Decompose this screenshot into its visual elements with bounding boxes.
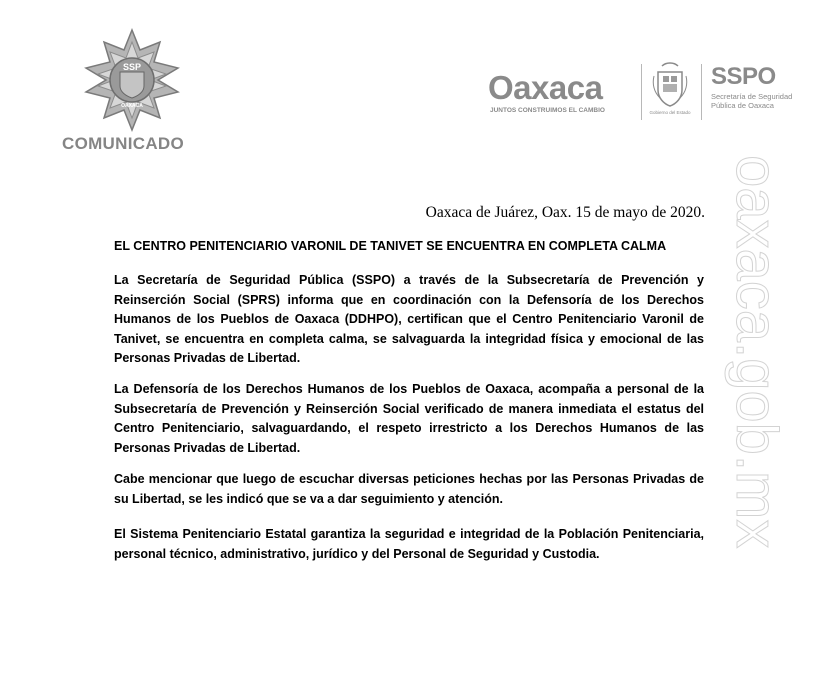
crest-caption: Gobierno del Estado (649, 110, 691, 115)
website-watermark: oaxaca.gob.mx (724, 155, 789, 549)
police-badge-logo (80, 28, 184, 132)
badge-text: SSP (122, 62, 142, 72)
oaxaca-state-logo (488, 70, 633, 120)
date-line: Oaxaca de Juárez, Oax. 15 de mayo de 2020. (425, 204, 705, 221)
agency-name: Secretaría de Seguridad Pública de Oaxaca (711, 92, 793, 110)
badge-caption: OAXACA (121, 103, 143, 109)
agency-acronym: SSPO (711, 63, 776, 90)
state-crest-icon (650, 62, 690, 108)
paragraph-2: La Defensoría de los Derechos Humanos de los Pueblos de Oaxaca, acompaña a personal de la Subsecretaría de Prevención y Reinserción Social verificado de manera inmediata el estatus del Centro Penitenciario, salvaguardando, el respeto irrestricto a los Derechos Humanos de las Personas Privadas de Libertad. (114, 382, 704, 455)
oaxaca-tagline: JUNTOS CONSTRUIMOS EL CAMBIO (490, 107, 605, 114)
paragraph-1: La Secretaría de Seguridad Pública (SSPO) a través de la Subsecretaría de Prevención y Reinserción Social (SPRS) informa que en coordinación con la Defensoría de los Derechos Humanos de los Pueblos de Oaxaca (DDHPO), certifican que el Centro Penitenciario Varonil de Tanivet, se encuentra en completa calma, se salvaguarda la integridad física y emocional de las Personas Privadas de Libertad. (114, 273, 704, 365)
document-title: EL CENTRO PENITENCIARIO VARONIL DE TANIVET SE ENCUENTRA EN COMPLETA CALMA (114, 239, 667, 253)
oaxaca-wordmark: Oaxaca (488, 69, 603, 106)
paragraph-3: Cabe mencionar que luego de escuchar diversas peticiones hechas por las Personas Privadas de su Libertad, se les indicó que se va a dar seguimiento y atención. (114, 472, 704, 506)
paragraph-4: El Sistema Penitenciario Estatal garantiza la seguridad e integridad de la Población Penitenciaria, personal técnico, administrativo, jurídico y del Personal de Seguridad y Custodia. (114, 527, 704, 561)
section-label: COMUNICADO (62, 134, 184, 153)
logo-divider (701, 64, 702, 120)
logo-divider (641, 64, 642, 120)
